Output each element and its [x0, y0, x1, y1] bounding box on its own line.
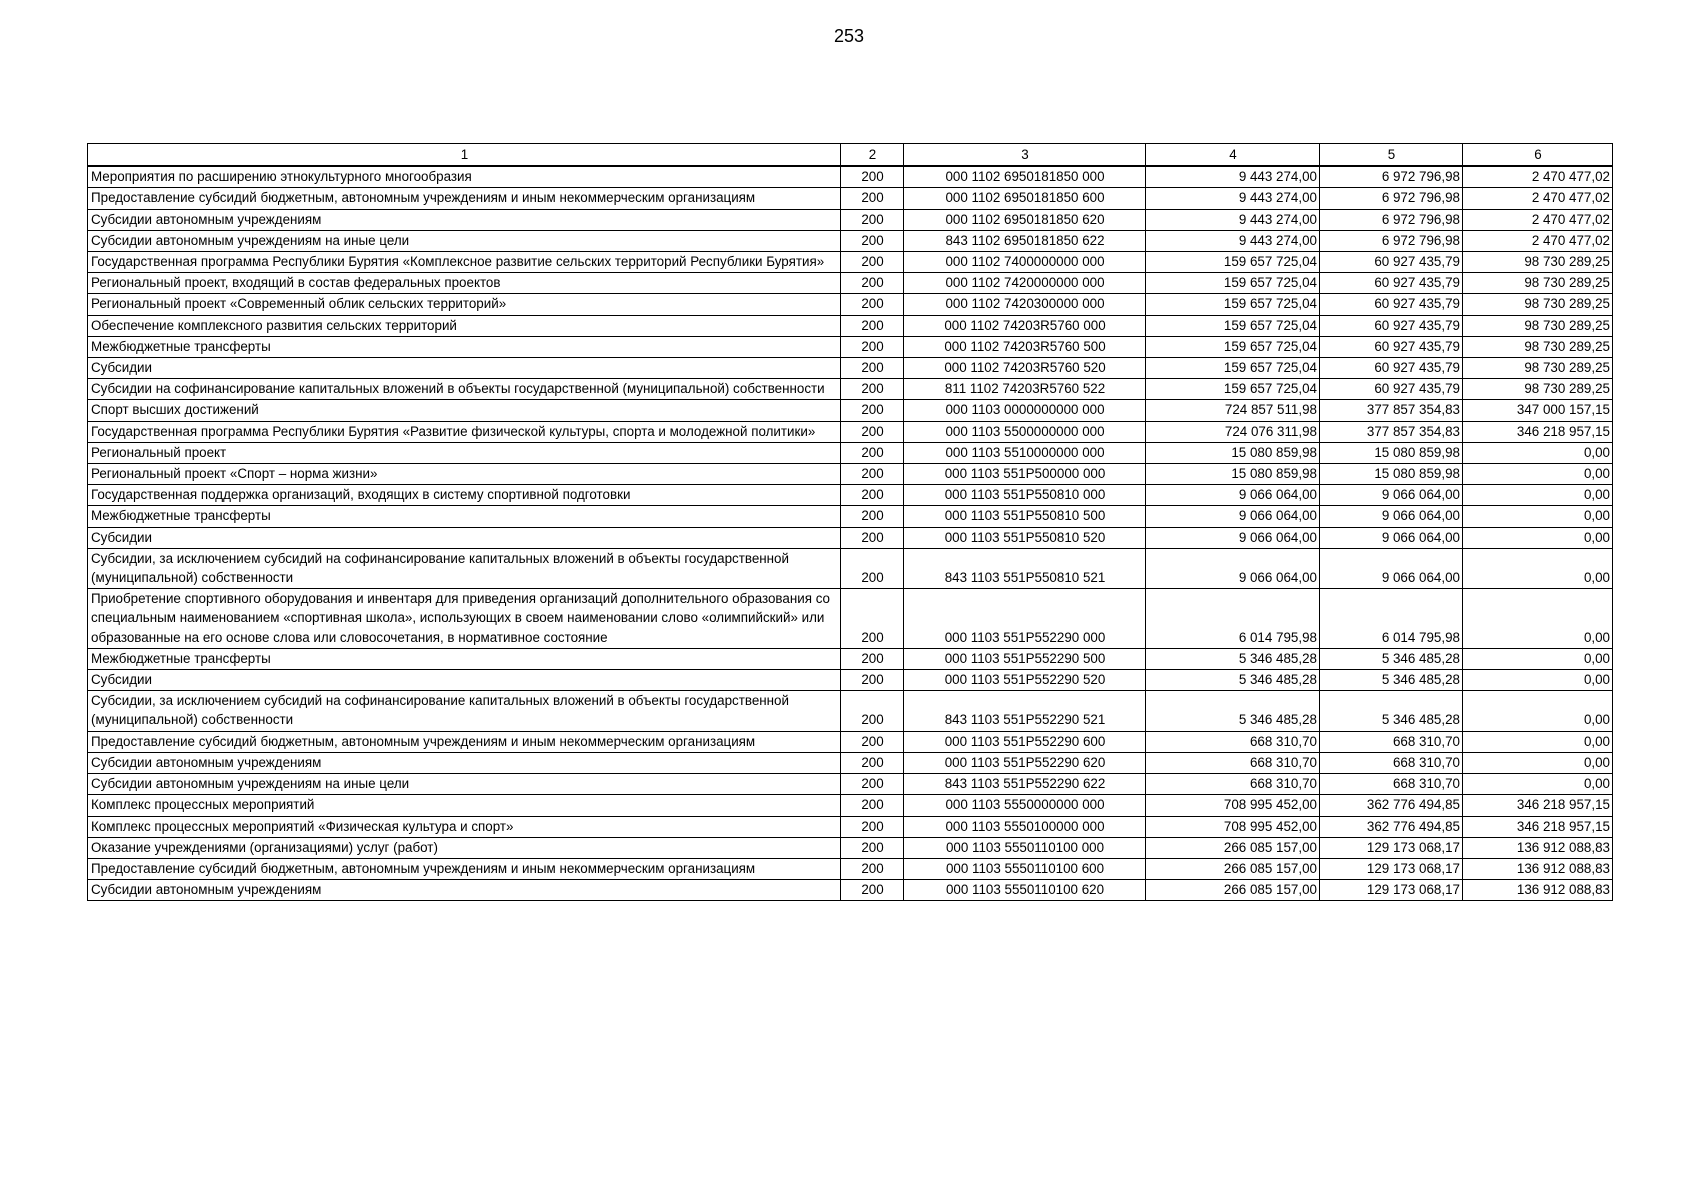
- row-value-col6: 0,00: [1463, 691, 1613, 731]
- row-category: 200: [841, 209, 904, 230]
- row-value-col6: 2 470 477,02: [1463, 209, 1613, 230]
- row-category: 200: [841, 858, 904, 879]
- row-value-col4: 9 443 274,00: [1146, 230, 1320, 251]
- row-value-col5: 60 927 435,79: [1320, 273, 1463, 294]
- row-value-col5: 60 927 435,79: [1320, 252, 1463, 273]
- table-row: [88, 379, 1613, 400]
- table-row: [88, 752, 1613, 773]
- row-category: 200: [841, 548, 904, 588]
- table-row: [88, 400, 1613, 421]
- table-row: [88, 795, 1613, 816]
- row-value-col4: 15 080 859,98: [1146, 442, 1320, 463]
- table-row: [88, 252, 1613, 273]
- page-number: 253: [833, 26, 865, 46]
- row-value-col5: 5 346 485,28: [1320, 691, 1463, 731]
- row-value-col6: 0,00: [1463, 774, 1613, 795]
- row-name: Государственная поддержка организаций, входящих в систему спортивной подготовки: [88, 485, 841, 506]
- row-name: Субсидии автономным учреждениям: [88, 880, 841, 901]
- row-code: 000 1103 5550110100 000: [904, 837, 1146, 858]
- table-row: [88, 336, 1613, 357]
- row-category: 200: [841, 400, 904, 421]
- row-category: 200: [841, 731, 904, 752]
- row-value-col6: 0,00: [1463, 648, 1613, 669]
- row-value-col5: 6 972 796,98: [1320, 209, 1463, 230]
- row-value-col4: 9 443 274,00: [1146, 188, 1320, 209]
- row-value-col4: 159 657 725,04: [1146, 273, 1320, 294]
- column-header-3: 3: [904, 144, 1146, 167]
- row-name: Мероприятия по расширению этнокультурного многообразия: [88, 166, 841, 188]
- row-code: 000 1103 5550110100 600: [904, 858, 1146, 879]
- row-value-col6: 98 730 289,25: [1463, 379, 1613, 400]
- row-name: Спорт высших достижений: [88, 400, 841, 421]
- row-value-col6: 346 218 957,15: [1463, 421, 1613, 442]
- row-value-col5: 6 972 796,98: [1320, 230, 1463, 251]
- row-code: 000 1103 0000000000 000: [904, 400, 1146, 421]
- row-code: 843 1103 551P550810 521: [904, 548, 1146, 588]
- table-row: [88, 230, 1613, 251]
- row-category: 200: [841, 774, 904, 795]
- row-name: Государственная программа Республики Бурятия «Развитие физической культуры, спорта и молодежной политики»: [88, 421, 841, 442]
- row-code: 000 1103 551P500000 000: [904, 464, 1146, 485]
- row-value-col5: 377 857 354,83: [1320, 421, 1463, 442]
- row-name: Предоставление субсидий бюджетным, автономным учреждениям и иным некоммерческим организациям: [88, 858, 841, 879]
- table-row: [88, 731, 1613, 752]
- row-code: 000 1102 7420300000 000: [904, 294, 1146, 315]
- row-value-col5: 668 310,70: [1320, 774, 1463, 795]
- row-category: 200: [841, 527, 904, 548]
- row-name: Комплекс процессных мероприятий «Физическая культура и спорт»: [88, 816, 841, 837]
- row-value-col4: 5 346 485,28: [1146, 670, 1320, 691]
- table-row: [88, 273, 1613, 294]
- row-name: Оказание учреждениями (организациями) услуг (работ): [88, 837, 841, 858]
- row-category: 200: [841, 336, 904, 357]
- row-value-col4: 724 076 311,98: [1146, 421, 1320, 442]
- row-value-col5: 15 080 859,98: [1320, 464, 1463, 485]
- row-name: Субсидии автономным учреждениям на иные цели: [88, 230, 841, 251]
- table-row: [88, 527, 1613, 548]
- row-name: Комплекс процессных мероприятий: [88, 795, 841, 816]
- row-code: 000 1103 551P552290 520: [904, 670, 1146, 691]
- row-value-col6: 136 912 088,83: [1463, 880, 1613, 901]
- row-value-col5: 377 857 354,83: [1320, 400, 1463, 421]
- row-code: 000 1103 5510000000 000: [904, 442, 1146, 463]
- row-category: 200: [841, 485, 904, 506]
- row-value-col4: 708 995 452,00: [1146, 795, 1320, 816]
- column-header-5: 5: [1320, 144, 1463, 167]
- table-row: [88, 485, 1613, 506]
- table-row: [88, 691, 1613, 731]
- row-category: 200: [841, 464, 904, 485]
- row-code: 000 1102 7400000000 000: [904, 252, 1146, 273]
- row-value-col4: 5 346 485,28: [1146, 691, 1320, 731]
- row-value-col5: 60 927 435,79: [1320, 294, 1463, 315]
- row-value-col5: 60 927 435,79: [1320, 358, 1463, 379]
- row-code: 000 1103 5550110100 620: [904, 880, 1146, 901]
- table-row: [88, 442, 1613, 463]
- row-code: 000 1102 7420000000 000: [904, 273, 1146, 294]
- row-category: 200: [841, 294, 904, 315]
- row-category: 200: [841, 166, 904, 188]
- row-name: Субсидии: [88, 358, 841, 379]
- row-value-col5: 129 173 068,17: [1320, 837, 1463, 858]
- row-value-col6: 0,00: [1463, 527, 1613, 548]
- table-row: [88, 837, 1613, 858]
- row-value-col4: 724 857 511,98: [1146, 400, 1320, 421]
- row-value-col5: 6 014 795,98: [1320, 589, 1463, 649]
- row-value-col6: 136 912 088,83: [1463, 837, 1613, 858]
- row-code: 000 1102 74203R5760 000: [904, 315, 1146, 336]
- row-value-col4: 708 995 452,00: [1146, 816, 1320, 837]
- row-code: 000 1103 5550100000 000: [904, 816, 1146, 837]
- row-code: 843 1103 551P552290 622: [904, 774, 1146, 795]
- table-row: [88, 294, 1613, 315]
- row-value-col4: 9 066 064,00: [1146, 485, 1320, 506]
- row-category: 200: [841, 691, 904, 731]
- row-value-col6: 98 730 289,25: [1463, 273, 1613, 294]
- row-value-col5: 5 346 485,28: [1320, 670, 1463, 691]
- row-value-col5: 9 066 064,00: [1320, 548, 1463, 588]
- budget-table: [87, 143, 1613, 901]
- row-name: Субсидии автономным учреждениям: [88, 752, 841, 773]
- row-name: Региональный проект: [88, 442, 841, 463]
- row-value-col6: 0,00: [1463, 485, 1613, 506]
- table-row: [88, 464, 1613, 485]
- table-row: [88, 358, 1613, 379]
- row-value-col4: 266 085 157,00: [1146, 880, 1320, 901]
- row-code: 843 1102 6950181850 622: [904, 230, 1146, 251]
- row-category: 200: [841, 670, 904, 691]
- row-value-col4: 266 085 157,00: [1146, 837, 1320, 858]
- table-row: [88, 548, 1613, 588]
- row-category: 200: [841, 252, 904, 273]
- row-value-col6: 98 730 289,25: [1463, 252, 1613, 273]
- row-value-col6: 98 730 289,25: [1463, 336, 1613, 357]
- row-value-col6: 0,00: [1463, 506, 1613, 527]
- table-row: [88, 166, 1613, 188]
- row-value-col5: 668 310,70: [1320, 752, 1463, 773]
- table-row: [88, 589, 1613, 649]
- row-name: Приобретение спортивного оборудования и инвентаря для приведения организаций дополнительного образования со специальным наименованием «спортивная школа», использующих в своем наименовании слово «олимпийский» или образованные на его основе слова или словосочетания, в нормативное состояние: [88, 589, 841, 649]
- row-value-col6: 2 470 477,02: [1463, 230, 1613, 251]
- table-row: [88, 774, 1613, 795]
- row-value-col4: 159 657 725,04: [1146, 336, 1320, 357]
- row-code: 000 1102 6950181850 620: [904, 209, 1146, 230]
- row-value-col4: 6 014 795,98: [1146, 589, 1320, 649]
- row-code: 000 1103 551P552290 620: [904, 752, 1146, 773]
- row-name: Региональный проект, входящий в состав федеральных проектов: [88, 273, 841, 294]
- row-value-col5: 60 927 435,79: [1320, 336, 1463, 357]
- row-value-col5: 6 972 796,98: [1320, 166, 1463, 188]
- row-value-col5: 362 776 494,85: [1320, 795, 1463, 816]
- row-value-col6: 0,00: [1463, 670, 1613, 691]
- row-value-col6: 2 470 477,02: [1463, 166, 1613, 188]
- row-value-col4: 159 657 725,04: [1146, 294, 1320, 315]
- row-value-col6: 136 912 088,83: [1463, 858, 1613, 879]
- row-category: 200: [841, 442, 904, 463]
- row-value-col4: 9 443 274,00: [1146, 166, 1320, 188]
- column-header-row: [88, 144, 1613, 167]
- row-name: Региональный проект «Современный облик сельских территорий»: [88, 294, 841, 315]
- row-code: 843 1103 551P552290 521: [904, 691, 1146, 731]
- row-value-col4: 9 066 064,00: [1146, 548, 1320, 588]
- row-category: 200: [841, 816, 904, 837]
- row-name: Межбюджетные трансферты: [88, 506, 841, 527]
- row-value-col5: 15 080 859,98: [1320, 442, 1463, 463]
- row-name: Предоставление субсидий бюджетным, автономным учреждениям и иным некоммерческим организациям: [88, 188, 841, 209]
- row-code: 000 1103 5550000000 000: [904, 795, 1146, 816]
- row-category: 200: [841, 752, 904, 773]
- row-category: 200: [841, 315, 904, 336]
- column-header-1: 1: [88, 144, 841, 167]
- column-header-2: 2: [841, 144, 904, 167]
- row-value-col4: 9 066 064,00: [1146, 527, 1320, 548]
- table-row: [88, 816, 1613, 837]
- table-row: [88, 421, 1613, 442]
- table-row: [88, 648, 1613, 669]
- row-category: 200: [841, 273, 904, 294]
- row-category: 200: [841, 421, 904, 442]
- row-value-col5: 60 927 435,79: [1320, 315, 1463, 336]
- row-category: 200: [841, 358, 904, 379]
- row-name: Предоставление субсидий бюджетным, автономным учреждениям и иным некоммерческим организациям: [88, 731, 841, 752]
- row-name: Субсидии автономным учреждениям: [88, 209, 841, 230]
- row-value-col4: 9 443 274,00: [1146, 209, 1320, 230]
- row-value-col6: 2 470 477,02: [1463, 188, 1613, 209]
- row-category: 200: [841, 230, 904, 251]
- row-code: 000 1103 551P552290 000: [904, 589, 1146, 649]
- row-value-col5: 9 066 064,00: [1320, 485, 1463, 506]
- row-name: Обеспечение комплексного развития сельских территорий: [88, 315, 841, 336]
- row-value-col4: 15 080 859,98: [1146, 464, 1320, 485]
- row-category: 200: [841, 188, 904, 209]
- row-code: 000 1103 5500000000 000: [904, 421, 1146, 442]
- row-name: Субсидии: [88, 670, 841, 691]
- row-value-col5: 362 776 494,85: [1320, 816, 1463, 837]
- row-value-col5: 60 927 435,79: [1320, 379, 1463, 400]
- row-value-col4: 9 066 064,00: [1146, 506, 1320, 527]
- row-code: 000 1103 551P552290 600: [904, 731, 1146, 752]
- row-value-col4: 159 657 725,04: [1146, 252, 1320, 273]
- row-value-col6: 0,00: [1463, 442, 1613, 463]
- row-name: Государственная программа Республики Бурятия «Комплексное развитие сельских территорий Республики Бурятия»: [88, 252, 841, 273]
- row-value-col6: 98 730 289,25: [1463, 358, 1613, 379]
- table-row: [88, 506, 1613, 527]
- row-category: 200: [841, 795, 904, 816]
- row-value-col6: 347 000 157,15: [1463, 400, 1613, 421]
- row-value-col6: 346 218 957,15: [1463, 816, 1613, 837]
- row-name: Региональный проект «Спорт – норма жизни»: [88, 464, 841, 485]
- table-row: [88, 209, 1613, 230]
- row-value-col4: 5 346 485,28: [1146, 648, 1320, 669]
- row-code: 000 1103 551P550810 500: [904, 506, 1146, 527]
- row-value-col5: 5 346 485,28: [1320, 648, 1463, 669]
- row-category: 200: [841, 379, 904, 400]
- row-category: 200: [841, 506, 904, 527]
- row-value-col4: 668 310,70: [1146, 752, 1320, 773]
- row-value-col6: 0,00: [1463, 548, 1613, 588]
- row-code: 000 1103 551P550810 520: [904, 527, 1146, 548]
- table-row: [88, 188, 1613, 209]
- row-code: 000 1103 551P552290 500: [904, 648, 1146, 669]
- row-name: Субсидии, за исключением субсидий на софинансирование капитальных вложений в объекты государственной (муниципальной) собственности: [88, 548, 841, 588]
- row-value-col6: 0,00: [1463, 464, 1613, 485]
- row-code: 000 1103 551P550810 000: [904, 485, 1146, 506]
- row-value-col5: 668 310,70: [1320, 731, 1463, 752]
- row-name: Субсидии автономным учреждениям на иные цели: [88, 774, 841, 795]
- row-value-col5: 9 066 064,00: [1320, 527, 1463, 548]
- row-name: Межбюджетные трансферты: [88, 648, 841, 669]
- table-row: [88, 670, 1613, 691]
- row-value-col4: 668 310,70: [1146, 731, 1320, 752]
- row-value-col6: 0,00: [1463, 752, 1613, 773]
- row-code: 811 1102 74203R5760 522: [904, 379, 1146, 400]
- row-category: 200: [841, 648, 904, 669]
- column-header-6: 6: [1463, 144, 1613, 167]
- row-value-col4: 159 657 725,04: [1146, 379, 1320, 400]
- row-code: 000 1102 74203R5760 500: [904, 336, 1146, 357]
- row-category: 200: [841, 880, 904, 901]
- row-value-col4: 159 657 725,04: [1146, 358, 1320, 379]
- row-value-col6: 346 218 957,15: [1463, 795, 1613, 816]
- table-row: [88, 858, 1613, 879]
- row-value-col4: 668 310,70: [1146, 774, 1320, 795]
- row-value-col6: 98 730 289,25: [1463, 294, 1613, 315]
- table-body: [88, 166, 1613, 901]
- row-value-col5: 129 173 068,17: [1320, 858, 1463, 879]
- row-value-col6: 0,00: [1463, 589, 1613, 649]
- row-value-col6: 0,00: [1463, 731, 1613, 752]
- row-name: Межбюджетные трансферты: [88, 336, 841, 357]
- row-value-col5: 129 173 068,17: [1320, 880, 1463, 901]
- row-name: Субсидии: [88, 527, 841, 548]
- row-code: 000 1102 74203R5760 520: [904, 358, 1146, 379]
- column-header-4: 4: [1146, 144, 1320, 167]
- row-value-col5: 9 066 064,00: [1320, 506, 1463, 527]
- row-name: Субсидии, за исключением субсидий на софинансирование капитальных вложений в объекты государственной (муниципальной) собственности: [88, 691, 841, 731]
- row-category: 200: [841, 837, 904, 858]
- table-row: [88, 880, 1613, 901]
- row-category: 200: [841, 589, 904, 649]
- row-code: 000 1102 6950181850 000: [904, 166, 1146, 188]
- table-row: [88, 315, 1613, 336]
- row-name: Субсидии на софинансирование капитальных вложений в объекты государственной (муниципальной) собственности: [88, 379, 841, 400]
- row-value-col6: 98 730 289,25: [1463, 315, 1613, 336]
- row-value-col4: 159 657 725,04: [1146, 315, 1320, 336]
- row-value-col4: 266 085 157,00: [1146, 858, 1320, 879]
- row-value-col5: 6 972 796,98: [1320, 188, 1463, 209]
- row-code: 000 1102 6950181850 600: [904, 188, 1146, 209]
